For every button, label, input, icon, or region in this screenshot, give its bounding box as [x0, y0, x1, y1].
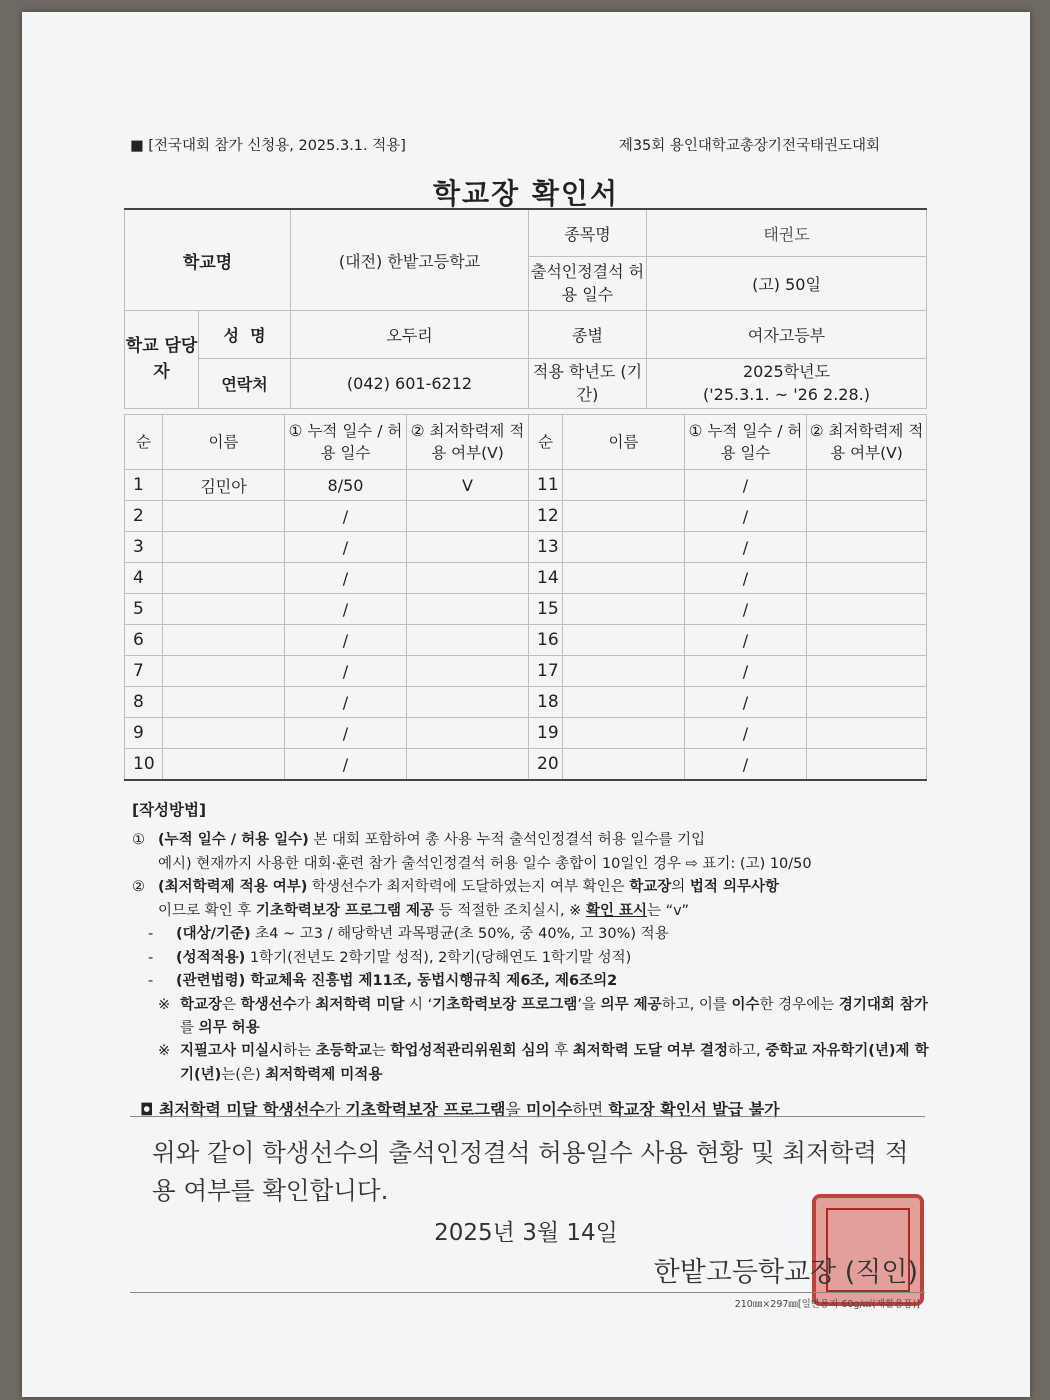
note-2-b4: 최저학력 도달 여부 결정 — [572, 1043, 728, 1060]
days-cell: / — [685, 749, 807, 781]
school-value: (대전) 한밭고등학교 — [291, 209, 529, 311]
days-cell: / — [285, 687, 407, 718]
table-row — [125, 470, 927, 501]
manager-label: 학교 담당자 — [125, 311, 199, 409]
year-label: 적용 학년도 (기간) — [529, 359, 647, 409]
apply-cell — [807, 563, 927, 594]
student-name — [563, 625, 685, 656]
event-label: 종목명 — [529, 209, 647, 257]
section-divider — [130, 1116, 925, 1117]
table-header-row — [125, 415, 927, 470]
apply-cell — [807, 594, 927, 625]
apply-cell — [407, 687, 529, 718]
reference-mark: ※ — [158, 1043, 171, 1060]
guide-1-bold: (누적 일수 / 허용 일수) — [158, 832, 309, 849]
days-cell: / — [285, 563, 407, 594]
days-cell: / — [685, 718, 807, 749]
row-number: 17 — [529, 656, 563, 687]
apply-cell — [807, 687, 927, 718]
guide-note-1 — [132, 994, 932, 1041]
final-t2: 을 — [505, 1100, 526, 1120]
days-cell: 8/50 — [285, 470, 407, 501]
col-apply-left: ② 최저학력제 적용 여부(V) — [407, 415, 529, 470]
row-number: 16 — [529, 625, 563, 656]
days-cell: / — [285, 501, 407, 532]
year-period: ('25.3.1. ~ '26 2.28.) — [703, 384, 870, 404]
guide-2-bold4: 기초학력보장 프로그램 제공 — [255, 902, 435, 919]
col-no-left: 순 — [125, 415, 163, 470]
final-warning — [132, 1097, 932, 1123]
warning-mark-icon: ◘ — [140, 1100, 154, 1120]
guide-2-bold3: 법적 의무사항 — [689, 879, 779, 896]
col-name-right: 이름 — [563, 415, 685, 470]
apply-cell — [407, 749, 529, 781]
school-label: 학교명 — [125, 209, 291, 311]
guide-heading: [작성방법] — [132, 801, 207, 819]
apply-cell — [807, 470, 927, 501]
table-row — [125, 749, 927, 781]
student-name — [163, 687, 285, 718]
apply-cell — [807, 718, 927, 749]
days-cell: / — [685, 532, 807, 563]
student-name — [163, 501, 285, 532]
paper-spec-footer: 210㎜×297㎜[일반용지 60g/㎡(재활용품)] — [734, 1299, 920, 1310]
apply-cell — [407, 532, 529, 563]
guide-note-2 — [132, 1040, 932, 1087]
guide-dash-3 — [132, 970, 932, 993]
student-name — [163, 532, 285, 563]
note-1-t3: 시 ‘ — [404, 996, 433, 1013]
note-1-b4: 기초학력보장 프로그램 — [432, 996, 578, 1013]
guide-2-bold2: 학교장 — [629, 879, 672, 896]
guide-2-bold5: 확인 표시 — [585, 902, 648, 919]
row-number: 19 — [529, 718, 563, 749]
absence-label: 출석인정결석 허용 일수 — [529, 257, 647, 311]
document-paper — [22, 12, 1030, 1397]
table-row — [125, 532, 927, 563]
absence-value: (고) 50일 — [647, 257, 927, 311]
row-number: 3 — [125, 532, 163, 563]
header-left: ■ [전국대회 참가 신청용, 2025.3.1. 적용] — [130, 138, 406, 154]
guide-2-text: 학생선수가 최저학력에 도달하였는지 여부 확인은 — [307, 879, 630, 896]
note-2-b2: 초등학교 — [315, 1043, 372, 1060]
footer-divider — [130, 1292, 925, 1293]
note-2-b6: 최저학력제 미적용 — [265, 1066, 383, 1083]
student-name — [563, 532, 685, 563]
note-1-b5: 의무 제공 — [600, 996, 662, 1013]
row-number: 4 — [125, 563, 163, 594]
student-name — [563, 687, 685, 718]
note-2-t5: 는(은) — [221, 1066, 266, 1083]
student-name — [163, 656, 285, 687]
note-1-b1: 학교장 — [180, 996, 223, 1013]
note-1-t2: 가 — [296, 996, 316, 1013]
table-row — [125, 718, 927, 749]
contact-label: 연락처 — [199, 359, 291, 409]
apply-cell — [807, 501, 927, 532]
document-title: 학교장 확인서 — [432, 177, 620, 210]
guide-2-text4: 등 적절한 조치실시, ※ — [434, 902, 586, 919]
table-row — [125, 563, 927, 594]
days-cell: / — [285, 749, 407, 781]
student-name — [163, 563, 285, 594]
note-1-b2: 학생선수 — [240, 996, 297, 1013]
guide-dash-1 — [132, 923, 932, 946]
guide-section — [132, 798, 932, 1123]
year-cell — [647, 359, 927, 409]
circled-1: ① — [132, 832, 145, 849]
note-2-t3: 후 — [549, 1043, 573, 1060]
principal-signature: 한밭고등학교장 (직인) — [653, 1257, 918, 1288]
name-label: 성 명 — [199, 311, 291, 359]
note-1-b7: 경기대회 참가 — [838, 996, 928, 1013]
event-value: 태권도 — [647, 209, 927, 257]
student-name — [163, 749, 285, 781]
days-cell: / — [685, 625, 807, 656]
row-number: 14 — [529, 563, 563, 594]
apply-cell — [407, 594, 529, 625]
days-cell: / — [685, 687, 807, 718]
row-number: 2 — [125, 501, 163, 532]
guide-2-text2: 의 — [671, 879, 690, 896]
note-2-b3: 학업성적관리위원회 심의 — [390, 1043, 550, 1060]
dash-mark: - — [148, 949, 154, 966]
note-1-b6: 이수 — [731, 996, 760, 1013]
guide-1-example: 예시) 현재까지 사용한 대회·훈련 참가 출석인정결석 허용 일수 총합이 10일인 경우 ⇨ 표기: (고) 10/50 — [158, 855, 812, 872]
days-cell: / — [285, 625, 407, 656]
note-2-b5: 중학교 자유학기(년)제 학기(년) — [180, 1043, 929, 1083]
note-2-t1: 하는 — [283, 1043, 316, 1060]
final-b2: 기초학력보장 프로그램 — [345, 1100, 506, 1120]
days-cell: / — [285, 594, 407, 625]
guide-dash-2 — [132, 947, 932, 970]
row-number: 12 — [529, 501, 563, 532]
apply-cell — [807, 749, 927, 781]
student-name — [563, 656, 685, 687]
student-name — [563, 718, 685, 749]
note-1-b8: 의무 허용 — [198, 1019, 260, 1036]
student-name — [163, 718, 285, 749]
table-row — [125, 656, 927, 687]
note-1-b3: 최저학력 미달 — [315, 996, 405, 1013]
division-label: 종별 — [529, 311, 647, 359]
final-t3: 하면 — [572, 1100, 609, 1120]
dash-2-bold: (성적적용) — [176, 949, 246, 966]
apply-cell — [807, 656, 927, 687]
apply-cell — [407, 563, 529, 594]
guide-1-text: 본 대회 포함하여 총 사용 누적 출석인정결석 허용 일수를 기입 — [308, 832, 706, 849]
days-cell: / — [685, 656, 807, 687]
days-cell: / — [285, 718, 407, 749]
days-cell: / — [685, 501, 807, 532]
final-b3: 미이수 — [525, 1100, 573, 1120]
row-number: 13 — [529, 532, 563, 563]
table-row — [125, 687, 927, 718]
student-name — [563, 470, 685, 501]
confirm-statement: 위와 같이 학생선수의 출석인정결석 허용일수 사용 현황 및 최저학력 적용 여부를 확인합니다. — [152, 1138, 909, 1205]
col-days-left: ① 누적 일수 / 허용 일수 — [285, 415, 407, 470]
issue-date: 2025년 3월 14일 — [434, 1220, 618, 1246]
guide-2-text3: 이므로 확인 후 — [158, 902, 256, 919]
reference-mark: ※ — [158, 996, 171, 1013]
row-number: 7 — [125, 656, 163, 687]
row-number: 20 — [529, 749, 563, 781]
note-2-b1: 지필고사 미실시 — [180, 1043, 284, 1060]
col-no-right: 순 — [529, 415, 563, 470]
dash-1-text: 초4 ~ 고3 / 해당학년 과목평균(초 50%, 중 40%, 고 30%) 적용 — [250, 926, 669, 943]
note-2-t4: 하고, — [727, 1043, 766, 1060]
note-1-t5: 하고, 이를 — [661, 996, 732, 1013]
table-row — [125, 625, 927, 656]
final-b1: 최저학력 미달 학생선수 — [159, 1100, 325, 1120]
name-value: 오두리 — [291, 311, 529, 359]
row-number: 10 — [125, 749, 163, 781]
student-name: 김민아 — [163, 470, 285, 501]
apply-cell — [407, 718, 529, 749]
header-right: 제35회 용인대학교총장기전국태권도대회 — [618, 138, 880, 154]
days-cell: / — [685, 594, 807, 625]
year-value: 2025학년도 — [742, 362, 831, 382]
student-name — [163, 625, 285, 656]
guide-item-2 — [132, 876, 932, 923]
final-t1: 가 — [324, 1100, 346, 1120]
days-cell: / — [285, 532, 407, 563]
col-apply-right: ② 최저학력제 적용 여부(V) — [807, 415, 927, 470]
days-cell: / — [685, 563, 807, 594]
table-row — [125, 594, 927, 625]
dash-mark: - — [148, 926, 154, 943]
info-table — [124, 208, 927, 409]
student-name — [563, 749, 685, 781]
final-b4: 학교장 확인서 발급 불가 — [608, 1100, 780, 1120]
division-value: 여자고등부 — [647, 311, 927, 359]
row-number: 8 — [125, 687, 163, 718]
dash-3-bold: (관련법령) 학교체육 진흥법 제11조, 동법시행규칙 제6조, 제6조의2 — [176, 973, 618, 990]
contact-value: (042) 601-6212 — [291, 359, 529, 409]
dash-1-bold: (대상/기준) — [176, 926, 251, 943]
apply-cell — [807, 532, 927, 563]
note-1-t7: 를 — [180, 1019, 199, 1036]
apply-cell — [807, 625, 927, 656]
student-name — [563, 594, 685, 625]
col-days-right: ① 누적 일수 / 허용 일수 — [685, 415, 807, 470]
apply-cell: V — [407, 470, 529, 501]
student-name — [563, 563, 685, 594]
row-number: 9 — [125, 718, 163, 749]
circled-2: ② — [132, 879, 145, 896]
student-name — [563, 501, 685, 532]
row-number: 5 — [125, 594, 163, 625]
apply-cell — [407, 625, 529, 656]
row-number: 15 — [529, 594, 563, 625]
apply-cell — [407, 656, 529, 687]
dash-mark: - — [148, 973, 154, 990]
guide-2-text5: 는 “v” — [647, 902, 689, 919]
student-table — [124, 414, 927, 781]
note-2-t2: 는 — [371, 1043, 391, 1060]
guide-item-1 — [132, 829, 932, 876]
note-1-t4: ’을 — [577, 996, 601, 1013]
days-cell: / — [685, 470, 807, 501]
col-name-left: 이름 — [163, 415, 285, 470]
dash-2-text: 1학기(전년도 2학기말 성적), 2학기(당해연도 1학기말 성적) — [245, 949, 632, 966]
apply-cell — [407, 501, 529, 532]
table-row — [125, 501, 927, 532]
row-number: 6 — [125, 625, 163, 656]
row-number: 11 — [529, 470, 563, 501]
guide-2-bold: (최저학력제 적용 여부) — [158, 879, 308, 896]
student-name — [163, 594, 285, 625]
note-1-t6: 한 경우에는 — [759, 996, 839, 1013]
row-number: 18 — [529, 687, 563, 718]
row-number: 1 — [125, 470, 163, 501]
note-1-t1: 은 — [222, 996, 241, 1013]
days-cell: / — [285, 656, 407, 687]
